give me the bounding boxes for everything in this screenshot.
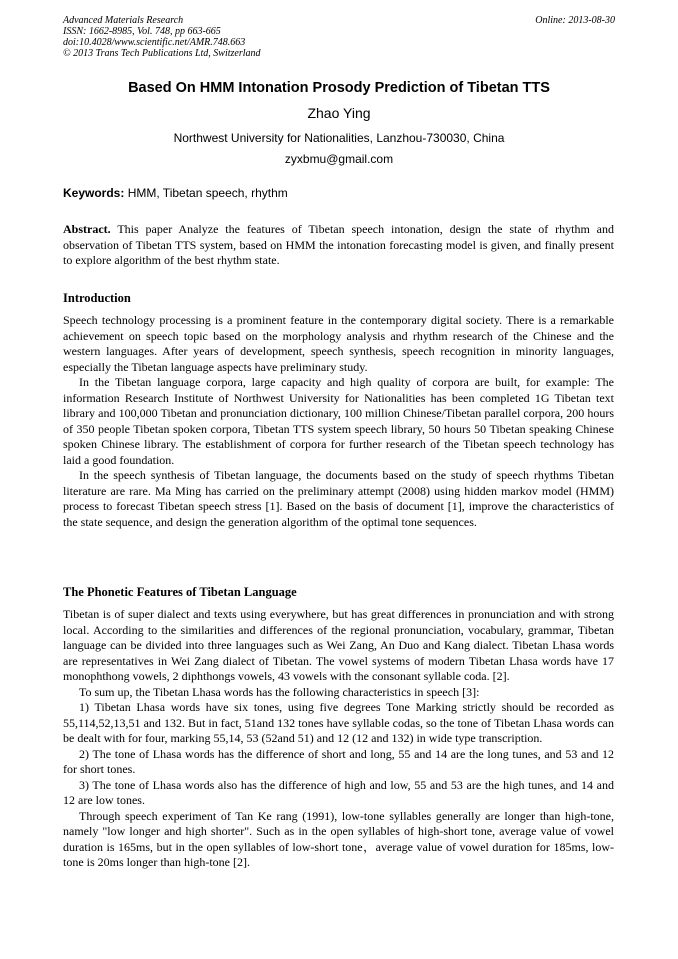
author-name: Zhao Ying: [307, 105, 371, 121]
journal-name: Advanced Materials Research: [63, 15, 184, 26]
paragraph: Tibetan is of super dialect and texts using everywhere, but has great differences in pronunciation and with strong local. According to the similarities and differences of the regional pronunciation, vocabulary, grammar, Tibetan language can be divided into three languages such as Wei Zang, An Duo and Kang dialect. Tibetan Lhasa words are representatives in Wei Zang dialect of Tibetan. The vowel systems of modern Tibetan Lhasa words have 17 monophthong vowels, 2 diphthongs vowels, 43 vowels with the consonant syllable coda. [2].: [63, 607, 614, 683]
paragraph: Through speech experiment of Tan Ke rang (1991), low-tone syllables generally are longer than high-tone, namely "low longer and high shorter". Such as in the open syllables of high-short tone, average value of vowel duration is 165ms, but in the open syllables of low-short tone，average value of vowel duration for 185ms, low-tone is 20ms longer than high-tone [2].: [63, 808, 614, 869]
journal-header: [63, 15, 261, 59]
keywords-text: HMM, Tibetan speech, rhythm: [124, 186, 288, 200]
abstract-label: Abstract.: [63, 222, 111, 236]
paper-title: Based On HMM Intonation Prosody Prediction of Tibetan TTS: [128, 80, 550, 96]
keywords-label: Keywords:: [63, 186, 125, 200]
paragraph: Speech technology processing is a prominent feature in the contemporary digital society. There is a remarkable achievement on speech topic based on the morphology analysis and rhythm research of the Chinese and the western languages. After years of development, speech synthesis, speech recognition in minority languages, especially the Tibetan language aspects have preliminary study.: [63, 313, 614, 374]
copyright-line: © 2013 Trans Tech Publications Ltd, Switzerland: [63, 48, 261, 59]
introduction-body: [63, 313, 614, 530]
author-email[interactable]: zyxbmu@gmail.com: [284, 152, 394, 166]
phonetic-features-body: [63, 607, 614, 871]
keywords: [63, 186, 288, 200]
doi-line[interactable]: doi:10.4028/www.scientific.net/AMR.748.663: [63, 37, 246, 48]
online-date: Online: 2013-08-30: [535, 15, 615, 26]
paragraph: In the Tibetan language corpora, large capacity and high quality of corpora are built, for example: The information Research Institute of Northwest University for Nationalities has been completed 1G Tibetan text library and 100,000 Tibetan and pronunciation dictionary, 100 million Chinese/Tibetan parallel corpora, 200 hours of 350 people Tibetan spoken corpora, Tibetan TTS system speech library, 50 hours 50 Tibetan speaking Chinese spoken Chinese library. The establishment of corpora for further research of the Tibetan speech technology has laid a good foundation.: [63, 375, 614, 467]
abstract: [63, 222, 614, 269]
section-heading-introduction: Introduction: [63, 291, 131, 305]
paragraph: In the speech synthesis of Tibetan language, the documents based on the study of speech rhythms Tibetan literature are rare. Ma Ming has carried on the preliminary attempt (2008) using hidden markov model (HMM) process to forecast Tibetan speech stress [1]. Based on the basis of document [1], improve the characteristics of the state sequence, and design the generation algorithm of the optimal tone sequences.: [63, 468, 614, 529]
affiliation: Northwest University for Nationalities, Lanzhou-730030, China: [173, 131, 505, 145]
paragraph: 1) Tibetan Lhasa words have six tones, using five degrees Tone Marking strictly should be recorded as 55,114,52,13,51 and 132. But in fact, 51and 132 tones have syllable codas, so the tone of Tibetan Lhasa words can be dealt with for four, marking 55,14, 53 (52and 51) and 12 (12 and 132) in wide type transcription.: [63, 700, 614, 745]
paragraph: 3) The tone of Lhasa words also has the difference of high and low, 55 and 53 are the high tunes, and 14 and 12 are low tones.: [63, 777, 614, 807]
section-heading-phonetic-features: The Phonetic Features of Tibetan Language: [63, 585, 297, 599]
issn-line: ISSN: 1662-8985, Vol. 748, pp 663-665: [63, 26, 221, 37]
paragraph: To sum up, the Tibetan Lhasa words has the following characteristics in speech [3]:: [79, 684, 480, 699]
abstract-text: This paper Analyze the features of Tibetan speech intonation, design the state of rhythm and observation of Tibetan TTS system, based on HMM the intonation forecasting model is given, and finally present to explore algorithm of the best rhythm state.: [63, 222, 614, 267]
paragraph: 2) The tone of Lhasa words has the difference of short and long, 55 and 14 are the long tunes, and 53 and 12 for short tones.: [63, 746, 614, 776]
